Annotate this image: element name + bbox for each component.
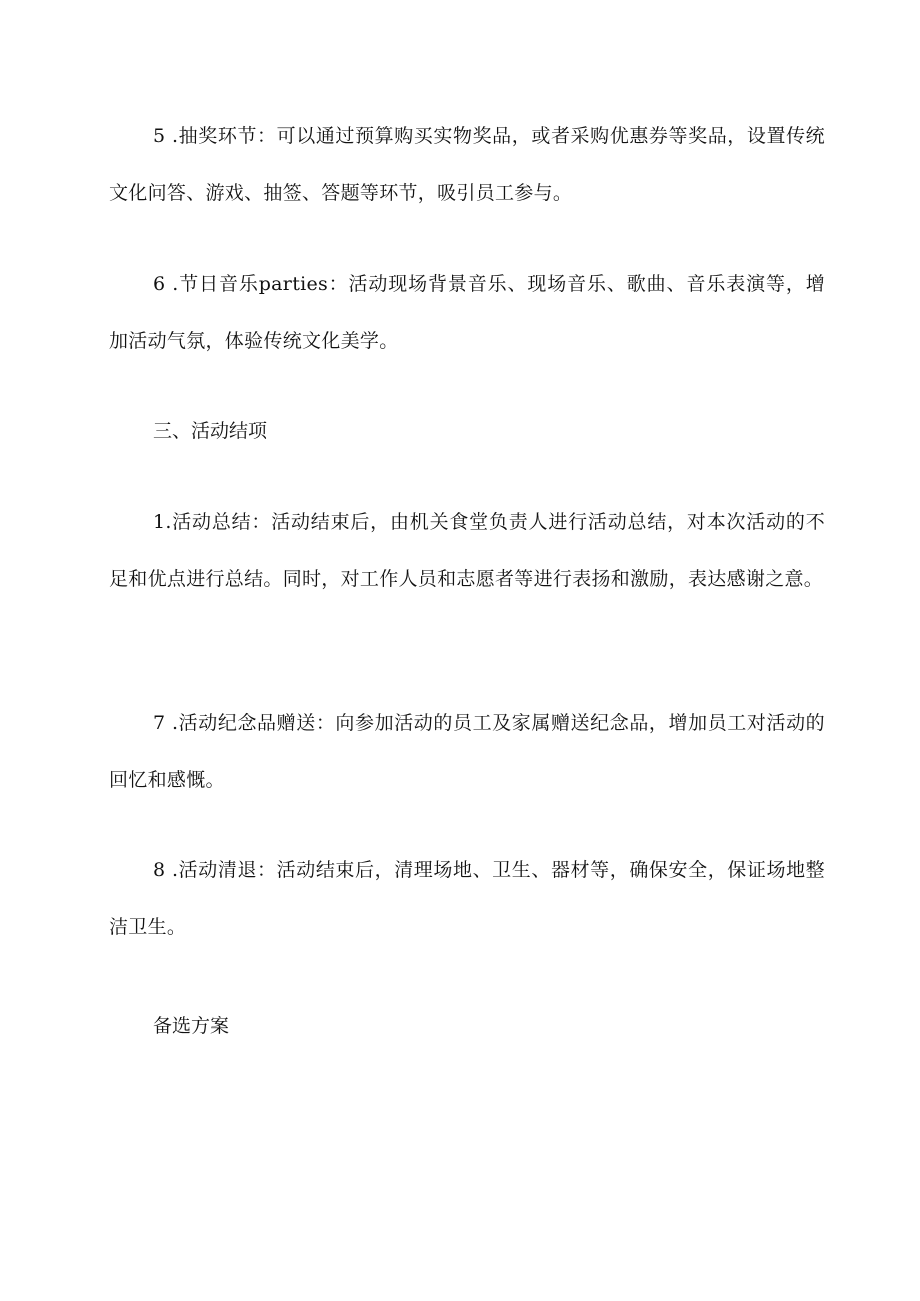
paragraph-lottery: 5 .抽奖环节：可以通过预算购买实物奖品，或者采购优惠券等奖品，设置传统文化问答、游戏、抽签、答题等环节，吸引员工参与。: [109, 125, 825, 204]
paragraph-cleanup: 8 .活动清退：活动结束后，清理场地、卫生、器材等，确保安全，保证场地整洁卫生。: [109, 859, 825, 938]
paragraph-summary: 1.活动总结：活动结束后，由机关食堂负责人进行活动总结，对本次活动的不足和优点进行总结。同时，对工作人员和志愿者等进行表扬和激励，表达感谢之意。: [109, 511, 825, 590]
alternative-plan-heading: 备选方案: [153, 1015, 230, 1037]
paragraph-souvenirs: 7 .活动纪念品赠送：向参加活动的员工及家属赠送纪念品，增加员工对活动的回忆和感慨。: [109, 712, 825, 791]
paragraph-music-parties: 6 .节日音乐parties：活动现场背景音乐、现场音乐、歌曲、音乐表演等，增加活动气氛，体验传统文化美学。: [109, 273, 825, 352]
section-heading-closing: 三、活动结项: [153, 420, 268, 442]
